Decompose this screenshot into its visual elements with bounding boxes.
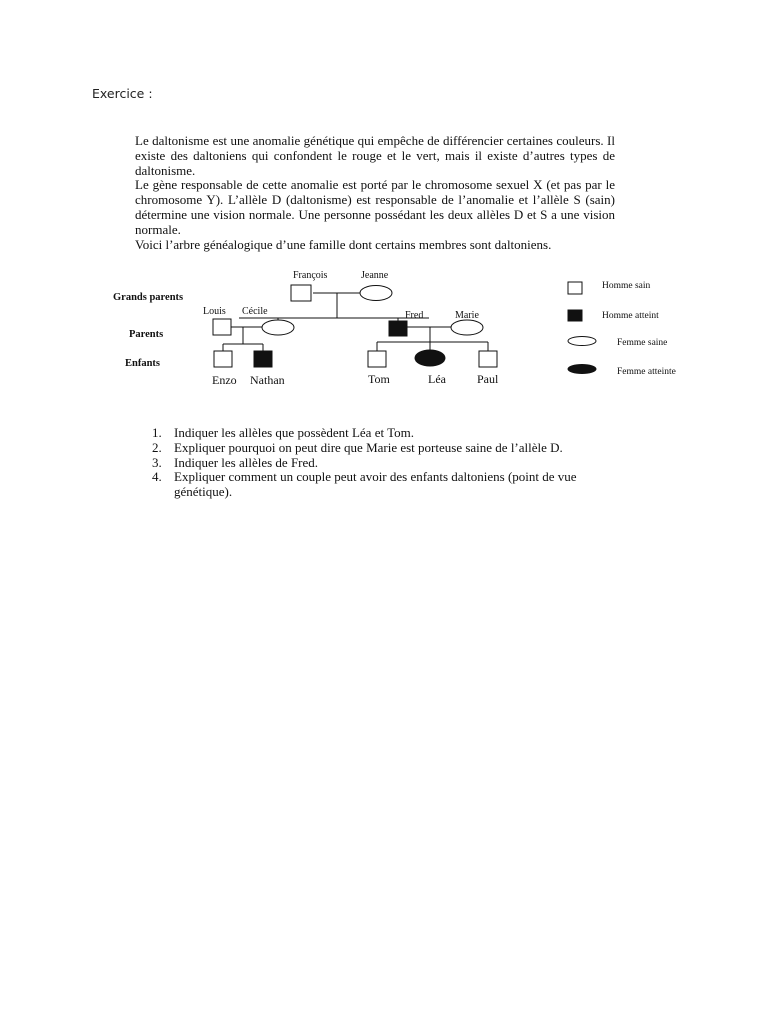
question-text: Expliquer pourquoi on peut dire que Marie est porteuse saine de l’allèle D. — [174, 439, 563, 455]
legend-label-homme-atteint: Homme atteint — [602, 311, 659, 321]
lea-oval-affected — [415, 350, 445, 366]
cecile-oval — [262, 320, 294, 335]
generation-label-grandparents: Grands parents — [113, 292, 184, 303]
pedigree-diagram — [0, 262, 768, 397]
name-nathan: Nathan — [250, 373, 285, 387]
pedigree-symbols — [213, 282, 596, 374]
question-item — [152, 456, 612, 471]
name-enzo: Enzo — [212, 373, 237, 387]
question-text: Expliquer comment un couple peut avoir des enfants daltoniens (point de vue génétique). — [174, 469, 577, 500]
intro-text — [135, 134, 615, 252]
legend-label-homme-sain: Homme sain — [602, 281, 651, 291]
pedigree-lines — [223, 293, 488, 351]
name-francois: François — [293, 270, 328, 281]
legend-homme-atteint-symbol — [568, 310, 582, 321]
fred-square-affected — [389, 321, 407, 336]
legend-label-femme-saine: Femme saine — [617, 338, 668, 348]
intro-paragraph-2: Le gène responsable de cette anomalie est porté par le chromosome sexuel X (et pas par le chromosome Y). L’allèle D (daltonisme) est responsable de l’anomalie et l’allèle S (sain) détermine une vision normale. Une personne possédant les deux allèles D et S a une vision normale. — [135, 177, 615, 237]
name-marie: Marie — [455, 310, 479, 321]
name-louis: Louis — [203, 306, 226, 317]
intro-paragraph-3: Voici l’arbre généalogique d’une famille dont certains membres sont daltoniens. — [135, 236, 552, 252]
generation-label-parents: Parents — [129, 329, 164, 340]
louis-square — [213, 319, 231, 335]
name-lea: Léa — [428, 372, 446, 386]
name-tom: Tom — [368, 372, 390, 386]
name-fred: Fred — [405, 310, 424, 321]
legend-homme-sain-symbol — [568, 282, 582, 294]
marie-oval — [451, 320, 483, 335]
question-item — [152, 470, 612, 500]
legend-femme-saine-symbol — [568, 337, 596, 346]
name-jeanne: Jeanne — [361, 270, 389, 281]
name-paul: Paul — [477, 372, 499, 386]
francois-square — [291, 285, 311, 301]
tom-square — [368, 351, 386, 367]
question-number: 4. — [152, 469, 162, 485]
question-number: 2. — [152, 439, 162, 455]
enzo-square — [214, 351, 232, 367]
paul-square — [479, 351, 497, 367]
exercise-heading: Exercice : — [92, 86, 153, 101]
question-number: 3. — [152, 454, 162, 470]
intro-paragraph-1: Le daltonisme est une anomalie génétique qui empêche de différencier certaines couleurs. Il existe des daltoniens qui confondent le rouge et le vert, mais il existe d’autres types de daltonisme. — [135, 133, 615, 178]
generation-label-children: Enfants — [125, 358, 161, 369]
question-number: 1. — [152, 425, 162, 440]
pedigree-svg — [0, 262, 768, 397]
question-list — [152, 426, 612, 500]
question-text: Indiquer les allèles de Fred. — [174, 454, 319, 470]
name-cecile: Cécile — [242, 306, 268, 317]
question-item — [152, 426, 612, 441]
legend-femme-atteinte-symbol — [568, 365, 596, 374]
jeanne-oval — [360, 286, 392, 301]
nathan-square-affected — [254, 351, 272, 367]
question-text: Indiquer les allèles que possèdent Léa et Tom. — [174, 425, 414, 440]
question-item — [152, 441, 612, 456]
legend-label-femme-atteinte: Femme atteinte — [617, 367, 676, 377]
